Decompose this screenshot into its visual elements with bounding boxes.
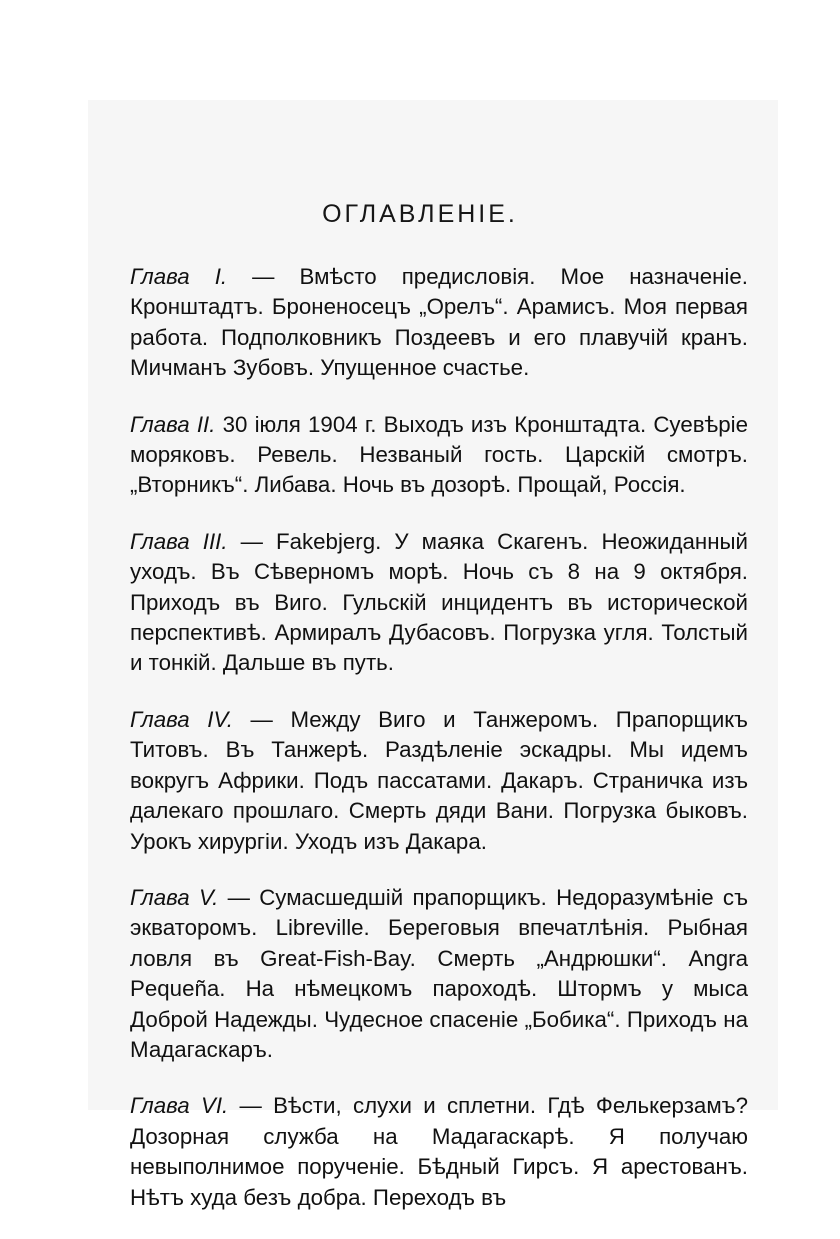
toc-entry-5 <box>130 883 748 1065</box>
toc-entry-4 <box>130 705 748 857</box>
toc-entry-3 <box>130 527 748 679</box>
chapter-summary: — Вѣсти, слухи и сплетни. Гдѣ Фелькерзамъ? Дозорная служба на Мадагаскарѣ. Я получаю невыполнимое порученіе. Бѣдный Гирсъ. Я арестованъ. Нѣтъ худа безъ добра. Переходъ въ <box>130 1093 748 1210</box>
table-of-contents <box>130 262 748 1239</box>
chapter-label: Глава III. <box>130 528 228 554</box>
toc-entry-1 <box>130 262 748 384</box>
page-title: ОГЛАВЛЕНІЕ. <box>322 200 518 228</box>
chapter-label: Глава V. <box>130 884 219 910</box>
chapter-summary: — Сумасшедшій прапорщикъ. Недоразумѣніе съ экваторомъ. Libreville. Береговыя впечатлѣнія. Рыбная ловля въ Great-Fish-Bay. Смерть „Андрюшки“. Angra Pequeña. На нѣмецкомъ пароходѣ. Штормъ у мыса Доброй Надежды. Чудесное спасеніе „Бобика“. Приходъ на Мадагаскаръ. <box>130 884 748 1062</box>
chapter-summary: — Fakebjerg. У маяка Скагенъ. Неожиданный уходъ. Въ Сѣверномъ морѣ. Ночь съ 8 на 9 октября. Приходъ въ Виго. Гульскій инцидентъ въ исторической перспективѣ. Армиралъ Дубасовъ. Погрузка угля. Толстый и тонкій. Дальше въ путь. <box>130 528 748 676</box>
chapter-label: Глава VI. <box>130 1093 229 1119</box>
chapter-label: Глава II. <box>130 411 216 437</box>
chapter-label: Глава I. <box>130 264 228 289</box>
toc-entry-6 <box>130 1091 748 1213</box>
chapter-summary: — Между Виго и Танжеромъ. Прапорщикъ Титовъ. Въ Танжерѣ. Раздѣленіе эскадры. Мы идемъ вокругъ Африки. Подъ пассатами. Дакаръ. Страничка изъ далекаго прошлаго. Смерть дяди Вани. Погрузка быковъ. Урокъ хирургіи. Уходъ изъ Дакара. <box>130 706 748 854</box>
chapter-summary: — Вмѣсто предисловія. Мое назначеніе. Кронштадтъ. Броненосецъ „Орелъ“. Арамисъ. Моя первая работа. Подполковникъ Поздеевъ и его плавучій кранъ. Мичманъ Зубовъ. Упущенное счастье. <box>130 264 748 381</box>
toc-entry-2 <box>130 410 748 501</box>
chapter-label: Глава IV. <box>130 706 233 732</box>
chapter-summary: 30 іюля 1904 г. Выходъ изъ Кронштадта. Суевѣріе моряковъ. Ревель. Незваный гость. Царскій смотръ. „Вторникъ“. Либава. Ночь въ дозорѣ. Прощай, Россія. <box>130 411 748 498</box>
